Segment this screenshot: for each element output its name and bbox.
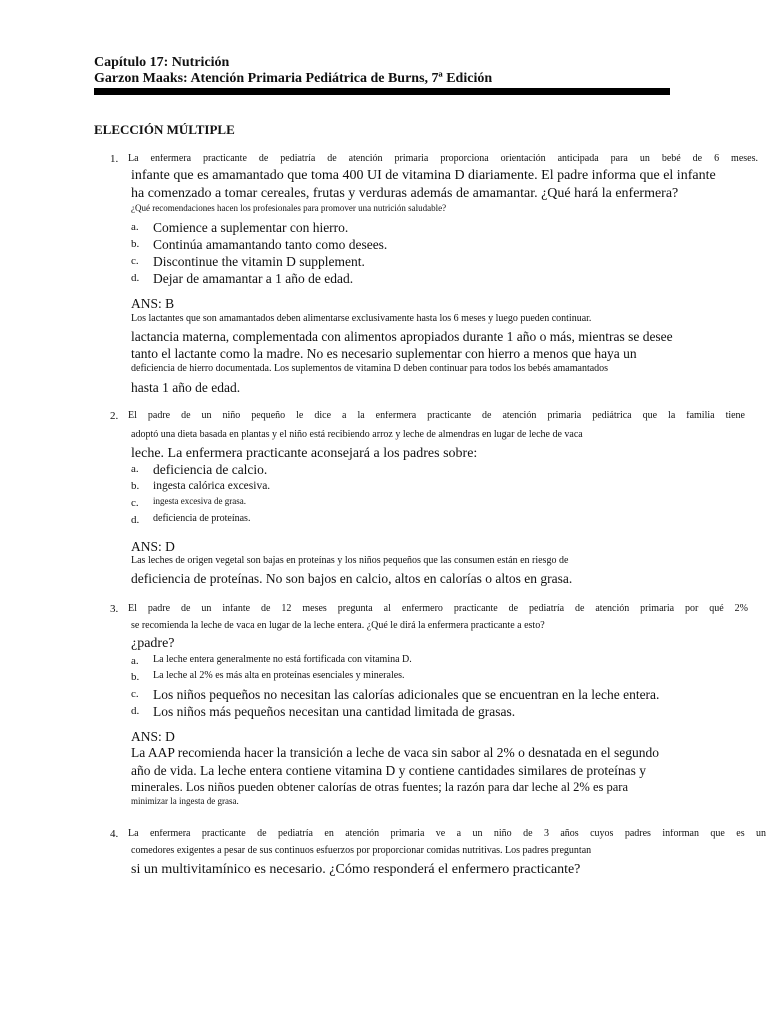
question-number: 2. bbox=[110, 410, 119, 422]
answer-option: deficiencia de calcio. bbox=[153, 462, 268, 477]
answer-option: Los niños pequeños no necesitan las calorías adicionales que se encuentran en la leche entera. bbox=[153, 687, 660, 702]
answer-option: La leche al 2% es más alta en proteínas esenciales y minerales. bbox=[153, 670, 405, 681]
option-letter: d. bbox=[131, 705, 140, 717]
rationale-line: Los lactantes que son amamantados deben alimentarse exclusivamente hasta los 6 meses y luego pueden continuar. bbox=[131, 313, 592, 324]
rationale-line: tanto el lactante como la madre. No es necesario suplementar con hierro a menos que haya un bbox=[131, 346, 637, 361]
answer-option: Dejar de amamantar a 1 año de edad. bbox=[153, 271, 354, 286]
answer-option: Continúa amamantando tanto como desees. bbox=[153, 237, 388, 252]
option-letter: b. bbox=[131, 671, 140, 683]
rationale-line: deficiencia de hierro documentada. Los suplementos de vitamina D deben continuar para todos los bebés amamantados bbox=[131, 363, 609, 374]
question-stem-line: si un multivitamínico es necesario. ¿Cómo responderá el enfermero practicante? bbox=[131, 862, 581, 877]
option-letter: c. bbox=[131, 688, 139, 700]
book-title: Garzon Maaks: Atención Primaria Pediátrica de Burns, 7ª Edición bbox=[94, 71, 493, 86]
question-stem-line: La enfermera practicante de pediatría en atención primaria ve a un niño de 3 años cuyos padres informan que es un bbox=[128, 829, 766, 839]
section-title: ELECCIÓN MÚLTIPLE bbox=[94, 122, 235, 137]
question-stem-line: comedores exigentes a pesar de sus continuos esfuerzos por proporcionar comidas nutritivas. Los padres preguntan bbox=[131, 845, 592, 856]
question-stem-line: El padre de un niño pequeño le dice a la enfermera practicante de atención primaria pediátrica que la familia tiene bbox=[128, 411, 745, 421]
answer-option: Comience a suplementar con hierro. bbox=[153, 220, 349, 235]
question-stem-line: adoptó una dieta basada en plantas y el niño está recibiendo arroz y leche de almendras en lugar de leche de vaca bbox=[131, 429, 583, 440]
chapter-title: Capítulo 17: Nutrición bbox=[94, 55, 230, 70]
rationale-line: hasta 1 año de edad. bbox=[131, 380, 241, 395]
rationale-line: deficiencia de proteínas. No son bajos en calcio, altos en calorías o altos en grasa. bbox=[131, 571, 573, 586]
option-letter: a. bbox=[131, 463, 139, 475]
rationale-line: minimizar la ingesta de grasa. bbox=[131, 796, 239, 806]
answer-option: Discontinue the vitamin D supplement. bbox=[153, 254, 365, 269]
option-letter: c. bbox=[131, 255, 139, 267]
answer-option: La leche entera generalmente no está fortificada con vitamina D. bbox=[153, 654, 412, 665]
answer-option: ingesta calórica excesiva. bbox=[153, 480, 271, 492]
answer-key: ANS: B bbox=[131, 296, 175, 311]
question-stem-line: infante que es amamantado que toma 400 UI de vitamina D diariamente. El padre informa que el infante bbox=[131, 168, 716, 183]
question-number: 4. bbox=[110, 828, 119, 840]
header-divider bbox=[94, 88, 670, 95]
option-letter: b. bbox=[131, 238, 140, 250]
rationale-line: Las leches de origen vegetal son bajas en proteínas y los niños pequeños que las consumen están en riesgo de bbox=[131, 555, 569, 566]
answer-option: Los niños más pequeños necesitan una cantidad limitada de grasas. bbox=[153, 704, 516, 719]
rationale-line: lactancia materna, complementada con alimentos apropiados durante 1 año o más, mientras se desee bbox=[131, 329, 673, 344]
rationale-line: año de vida. La leche entera contiene vitamina D y contiene cantidades similares de proteínas y bbox=[131, 763, 647, 778]
rationale-line: minerales. Los niños pueden obtener calorías de otras fuentes; la razón para dar leche al 2% es para bbox=[131, 780, 629, 794]
question-number: 1. bbox=[110, 153, 119, 165]
question-number: 3. bbox=[110, 603, 119, 615]
question-stem-line: ha comenzado a tomar cereales, frutas y verduras además de amamantar. ¿Qué hará la enfermera? bbox=[131, 186, 679, 201]
option-letter: a. bbox=[131, 655, 139, 667]
answer-key: ANS: D bbox=[131, 729, 175, 744]
option-letter: c. bbox=[131, 497, 139, 509]
option-letter: b. bbox=[131, 480, 140, 492]
option-letter: d. bbox=[131, 272, 140, 284]
option-letter: a. bbox=[131, 221, 139, 233]
question-stem-line: leche. La enfermera practicante aconsejará a los padres sobre: bbox=[131, 446, 478, 461]
question-stem-line: La enfermera practicante de pediatría de atención primaria proporciona orientación anticipada para un bebé de 6 meses. bbox=[128, 154, 758, 164]
rationale-line: La AAP recomienda hacer la transición a leche de vaca sin sabor al 2% o desnatada en el segundo bbox=[131, 745, 660, 760]
question-stem-line: ¿padre? bbox=[131, 636, 175, 651]
answer-option: deficiencia de proteínas. bbox=[153, 513, 251, 524]
question-stem-line: El padre de un infante de 12 meses pregunta al enfermero practicante de pediatría de atención primaria por qué 2% bbox=[128, 604, 748, 614]
option-letter: d. bbox=[131, 514, 140, 526]
answer-key: ANS: D bbox=[131, 539, 175, 554]
answer-option: ingesta excesiva de grasa. bbox=[153, 496, 246, 506]
question-stem-line: se recomienda la leche de vaca en lugar de la leche entera. ¿Qué le dirá la enfermera practicante a esto? bbox=[131, 620, 545, 631]
question-stem-line: ¿Qué recomendaciones hacen los profesionales para promover una nutrición saludable? bbox=[131, 203, 447, 213]
